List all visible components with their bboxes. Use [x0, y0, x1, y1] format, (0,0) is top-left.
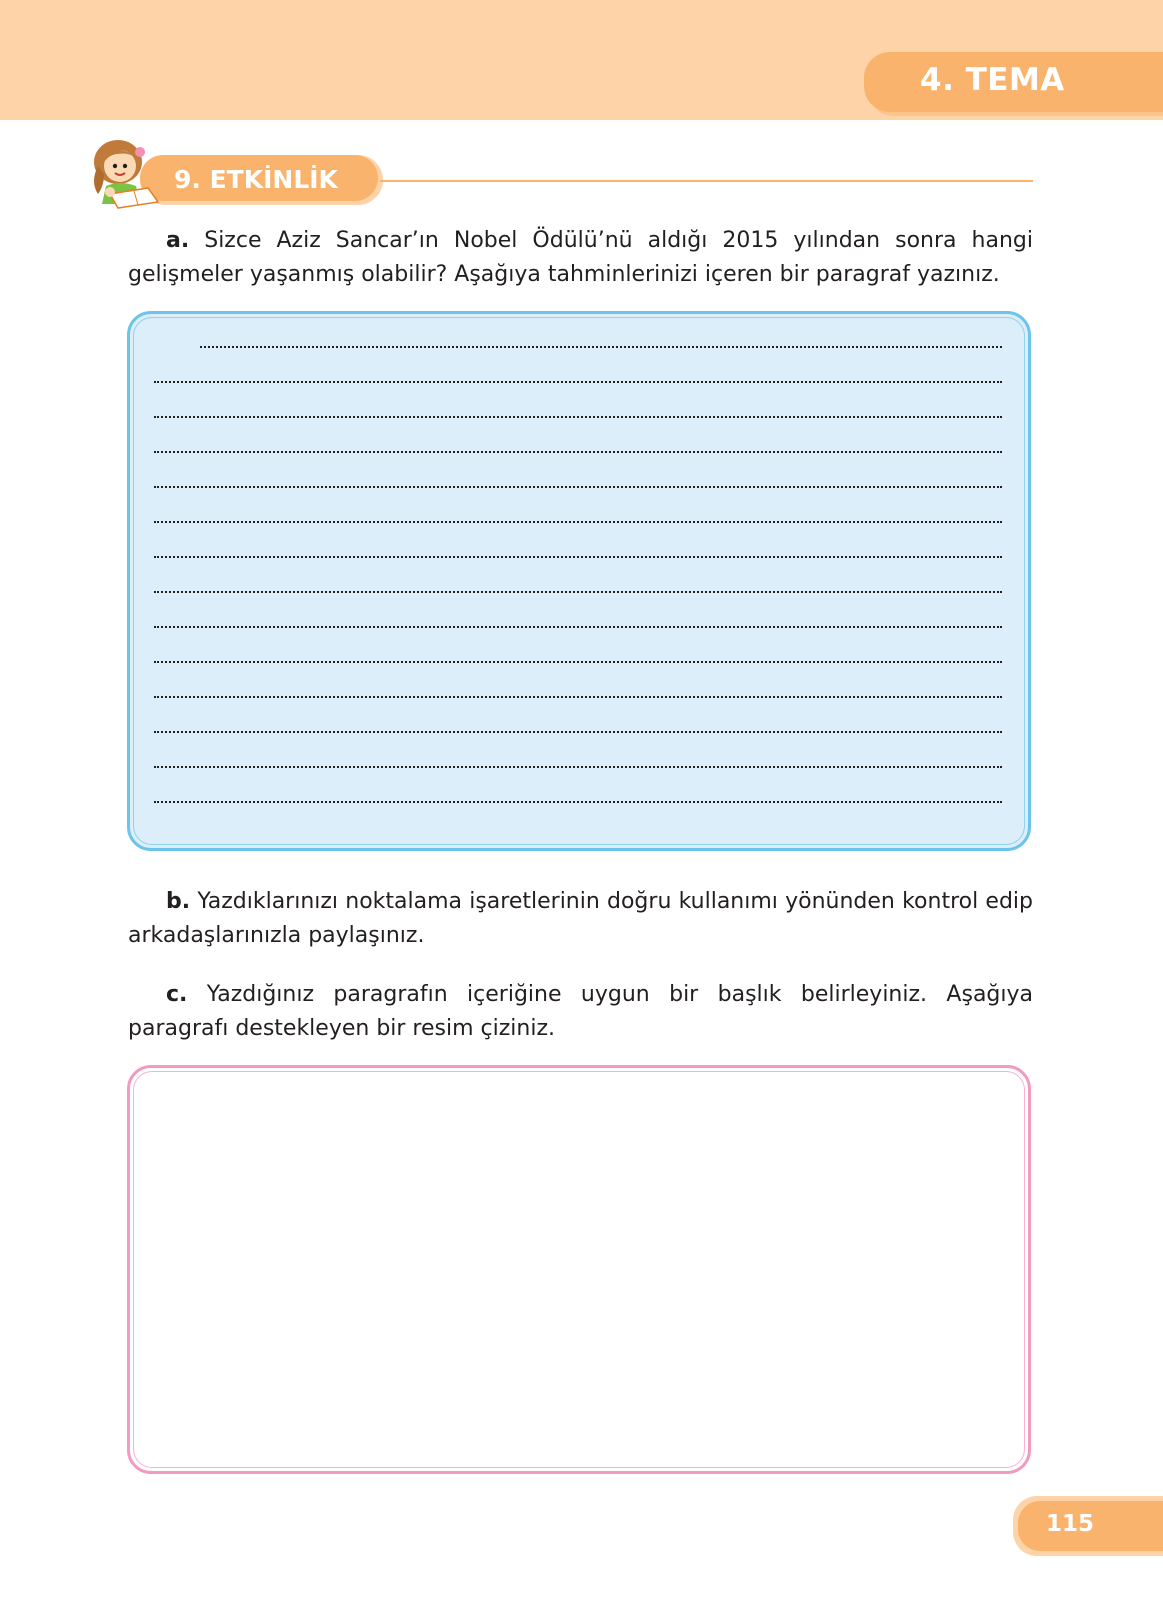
question-a-letter: a.: [166, 228, 190, 253]
girl-reading-mascot-icon: [88, 132, 166, 212]
writing-line: [200, 346, 1002, 348]
activity-title-rule: [380, 180, 1033, 182]
writing-line: [154, 766, 1002, 768]
question-c-letter: c.: [166, 982, 188, 1007]
page-number: 115: [1046, 1511, 1095, 1537]
writing-line: [154, 416, 1002, 418]
question-c-text: Yazdığınız paragrafın içeriğine uygun bir başlık belirleyiniz. Aşağıya paragrafı destekleyen bir resim çiziniz.: [128, 982, 1033, 1041]
writing-line: [154, 521, 1002, 523]
writing-line: [154, 451, 1002, 453]
question-b: [128, 885, 1033, 953]
writing-line: [154, 486, 1002, 488]
drawing-area-inner-border: [133, 1071, 1025, 1468]
theme-label: 4. TEMA: [920, 62, 1065, 98]
question-b-text: Yazdıklarınızı noktalama işaretlerinin doğru kullanımı yönünden kontrol edip arkadaşlarınızla paylaşınız.: [128, 889, 1033, 948]
writing-line: [154, 731, 1002, 733]
question-c: [128, 978, 1033, 1046]
writing-line: [154, 591, 1002, 593]
writing-line: [154, 626, 1002, 628]
writing-line: [154, 556, 1002, 558]
question-a: [128, 224, 1033, 292]
writing-line: [154, 381, 1002, 383]
activity-title: 9. ETKİNLİK: [174, 165, 338, 194]
question-b-letter: b.: [166, 889, 191, 914]
writing-line: [154, 696, 1002, 698]
writing-line: [154, 661, 1002, 663]
writing-line: [154, 801, 1002, 803]
question-a-text: Sizce Aziz Sancar’ın Nobel Ödülü’nü aldığı 2015 yılından sonra hangi gelişmeler yaşanmış olabilir? Aşağıya tahminlerinizi içeren bir paragraf yazınız.: [128, 228, 1033, 287]
